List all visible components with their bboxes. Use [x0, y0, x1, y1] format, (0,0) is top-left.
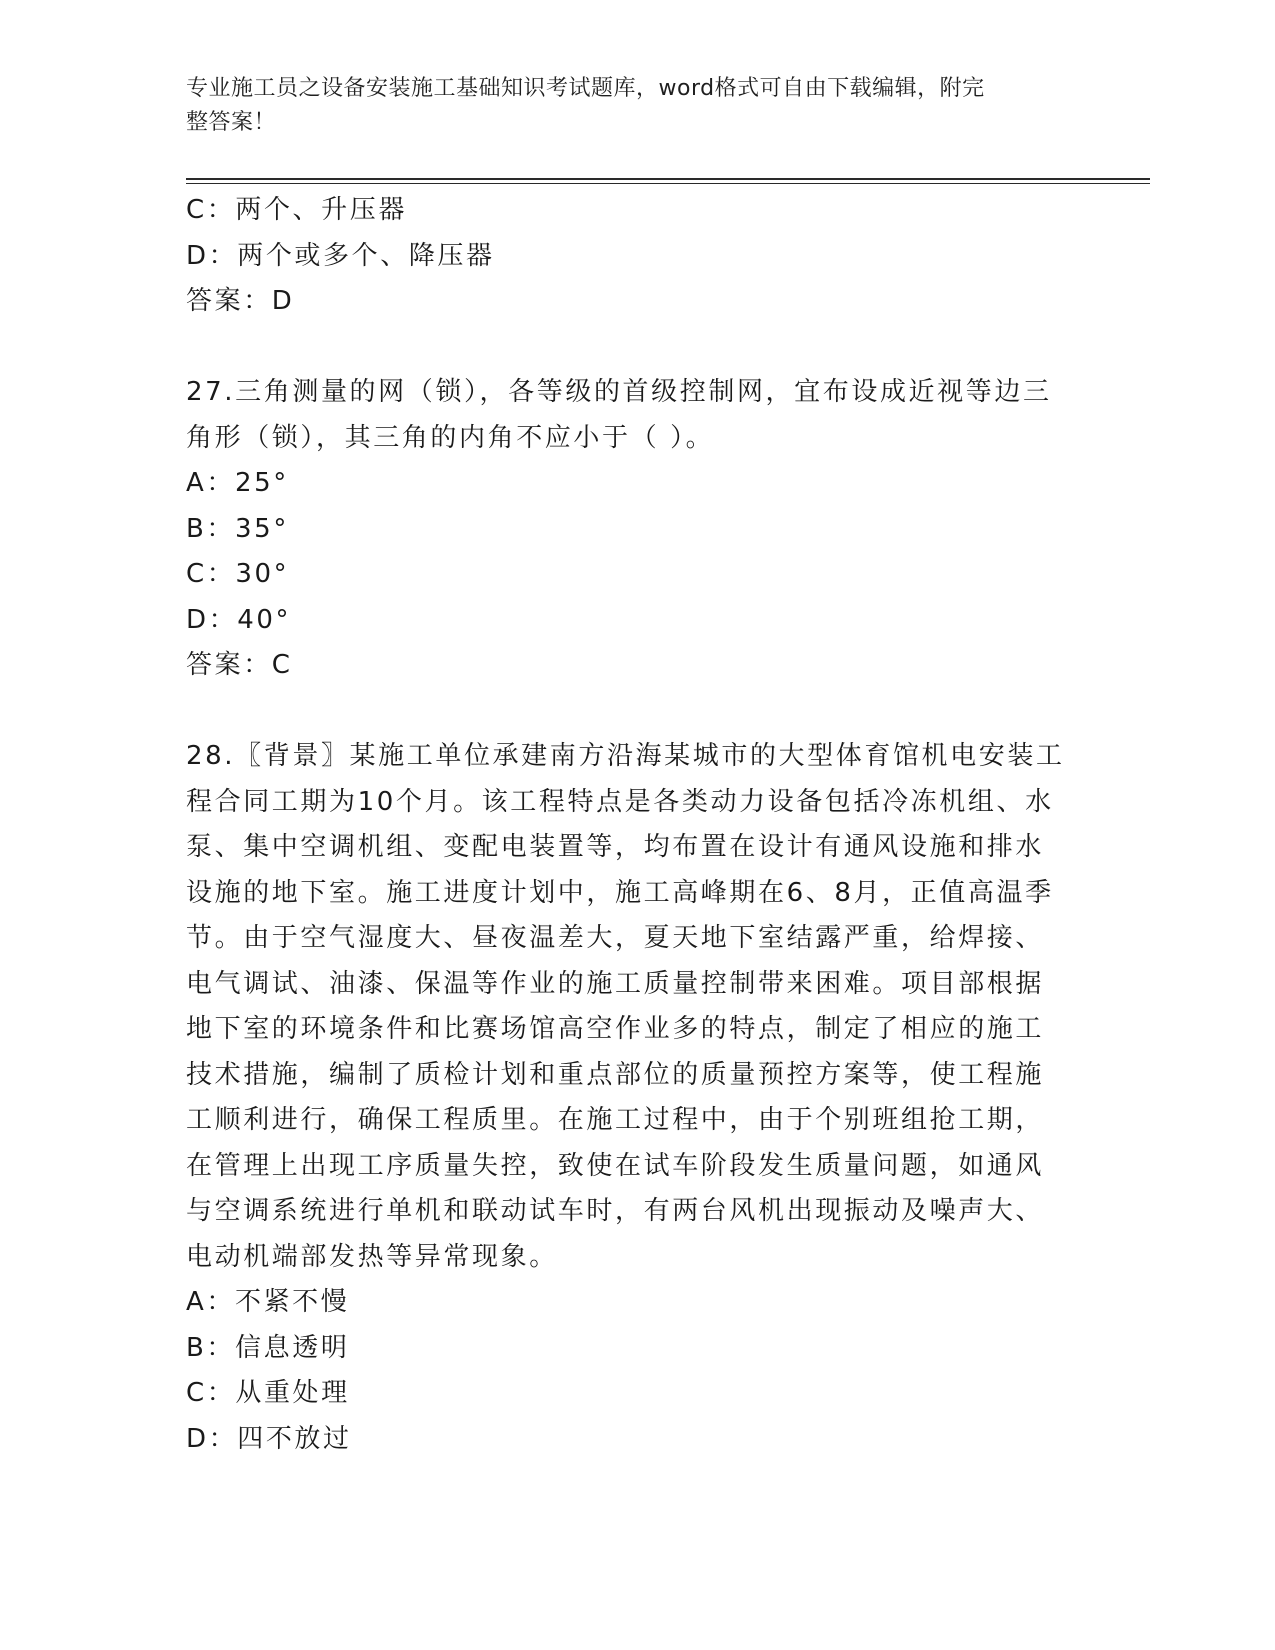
question-text-line: 技术措施，编制了质检计划和重点部位的质量预控方案等，使工程施	[186, 1059, 1045, 1090]
question-text-line: 与空调系统进行单机和联动试车时，有两台风机出现振动及噪声大、	[186, 1196, 1045, 1226]
option-c: C：从重处理	[186, 1378, 350, 1408]
header-line-2: 整答案！	[186, 110, 277, 135]
document-body	[186, 188, 1086, 1462]
question-27	[186, 370, 1086, 689]
option-a: A：25°	[186, 468, 289, 498]
question-text-line: 电动机端部发热等异常现象。	[186, 1241, 558, 1272]
question-text-line: 程合同工期为10个月。该工程特点是各类动力设备包括冷冻机组、水	[186, 786, 1054, 817]
answer: 答案：C	[186, 650, 293, 680]
blank-line	[186, 325, 1086, 371]
document-header	[186, 72, 1066, 140]
question-text-line: 泵、集中空调机组、变配电装置等，均布置在设计有通风设施和排水	[186, 832, 1045, 862]
option-c: C：两个、升压器	[186, 195, 407, 225]
header-divider-thick	[186, 178, 1150, 180]
question-text-line: 节。由于空气湿度大、昼夜温差大，夏天地下室结露严重，给焊接、	[186, 923, 1045, 953]
question-text-line: 地下室的环境条件和比赛场馆高空作业多的特点，制定了相应的施工	[186, 1014, 1045, 1044]
answer: 答案：D	[186, 286, 295, 316]
option-d: D：两个或多个、降压器	[186, 240, 495, 271]
question-text-line: 电气调试、油漆、保温等作业的施工质量控制带来困难。项目部根据	[186, 968, 1045, 999]
option-c: C：30°	[186, 559, 290, 589]
option-a: A：不紧不慢	[186, 1287, 350, 1317]
question-text-line: 工顺利进行，确保工程质里。在施工过程中，由于个别班组抢工期，	[186, 1105, 1045, 1135]
question-text-line: 28.〖背景〗某施工单位承建南方沿海某城市的大型体育馆机电安装工	[186, 741, 1065, 771]
header-divider-thin	[186, 183, 1150, 184]
question-text-line: 角形（锁），其三角的内角不应小于（ ）。	[186, 422, 715, 453]
previous-question	[186, 188, 1086, 325]
option-d: D：四不放过	[186, 1423, 352, 1454]
question-text-line: 27.三角测量的网（锁），各等级的首级控制网，宜布设成近视等边三	[186, 377, 1052, 407]
option-b: B：信息透明	[186, 1332, 350, 1363]
blank-line	[186, 689, 1086, 735]
question-28	[186, 734, 1086, 1462]
question-text-line: 在管理上出现工序质量失控，致使在试车阶段发生质量问题，如通风	[186, 1150, 1045, 1181]
option-d: D：40°	[186, 604, 292, 635]
option-b: B：35°	[186, 513, 289, 544]
question-text-line: 设施的地下室。施工进度计划中，施工高峰期在6、8月，正值高温季	[186, 877, 1054, 908]
header-line-1: 专业施工员之设备安装施工基础知识考试题库，word格式可自由下载编辑，附完	[186, 76, 985, 101]
